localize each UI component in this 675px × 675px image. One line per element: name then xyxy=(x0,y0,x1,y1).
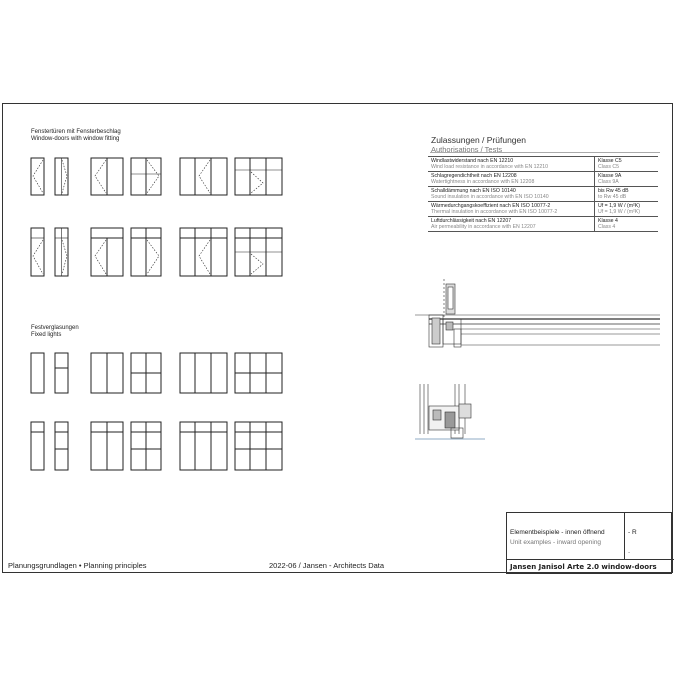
title-block-dash: - xyxy=(628,549,631,556)
fixed-light-elevations xyxy=(3,104,283,474)
title-block-code: - R xyxy=(628,529,637,536)
authorisation-test-cell xyxy=(428,202,595,217)
authorisation-test-cell xyxy=(428,187,595,202)
authorisation-test-en: Thermal insulation in accordance with EN ISO 10077-2 xyxy=(431,209,558,215)
authorisation-test-de: Schlagregendichtheit nach EN 12208 xyxy=(431,173,517,179)
drawing-sheet xyxy=(2,103,673,573)
authorisation-test-de: Windlastwiderstand nach EN 12210 xyxy=(431,158,514,164)
title-block-title-de: Elementbeispiele - innen öffnend xyxy=(510,529,605,536)
title-block-title-en: Unit examples - inward opening xyxy=(510,539,602,546)
authorisation-value-en: Class 4 xyxy=(598,224,616,230)
authorisation-value-de: bis Rw 45 dB xyxy=(598,188,629,194)
authorisation-test-en: Watertightness in accordance with EN 12208 xyxy=(431,179,535,185)
authorisation-test-cell xyxy=(428,217,595,232)
authorisation-value-cell xyxy=(595,202,659,217)
authorisation-row xyxy=(428,202,658,217)
title-block-code-cell xyxy=(625,513,671,559)
authorisation-row xyxy=(428,217,658,232)
authorisation-value-en: Uf = 1,9 W / (m²K) xyxy=(598,209,640,215)
title-block-product: Jansen Janisol Arte 2.0 window-doors xyxy=(507,559,674,574)
authorisation-test-cell xyxy=(428,172,595,187)
authorisation-value-de: Uf = 1,9 W / (m²K) xyxy=(598,203,640,209)
title-block xyxy=(506,512,672,574)
authorisation-value-en: Class 9A xyxy=(598,179,619,185)
title-block-main xyxy=(507,513,625,559)
authorisation-value-de: Klasse 9A xyxy=(598,173,622,179)
authorisation-value-cell xyxy=(595,157,659,172)
authorisations-table xyxy=(428,156,658,232)
profile-section-sill xyxy=(415,384,505,449)
authorisation-test-en: Sound insulation in accordance with EN ISO 10140 xyxy=(431,194,549,200)
authorisation-value-cell xyxy=(595,187,659,202)
authorisation-value-en: Class C5 xyxy=(598,164,620,170)
window-doors-heading-de: Fenstertüren mit Fensterbeschlag xyxy=(31,129,121,135)
fixed-lights-heading-en: Fixed lights xyxy=(31,332,62,338)
authorisation-test-de: Schalldämmung nach EN ISO 10140 xyxy=(431,188,516,194)
authorisation-row xyxy=(428,172,658,187)
authorisation-value-de: Klasse 4 xyxy=(598,218,618,224)
footer-left: Planungsgrundlagen • Planning principles xyxy=(8,561,147,570)
authorisation-value-en: to Rw 45 dB xyxy=(598,194,627,200)
authorisations-subtitle: Authorisations / Tests xyxy=(431,145,503,154)
window-doors-heading-en: Window-doors with window fitting xyxy=(31,136,120,142)
authorisation-row xyxy=(428,187,658,202)
authorisation-test-de: Luftdurchlässigkeit nach EN 12207 xyxy=(431,218,512,224)
footer-center: 2022-06 / Jansen - Architects Data xyxy=(269,561,385,570)
fixed-lights-heading-de: Festverglasungen xyxy=(31,325,79,331)
authorisation-test-de: Wärmedurchgangskoeffizient nach EN ISO 10077-2 xyxy=(431,203,551,209)
authorisations-rule xyxy=(430,152,660,153)
authorisation-value-cell xyxy=(595,217,659,232)
authorisation-row xyxy=(428,157,658,172)
authorisation-value-de: Klasse C5 xyxy=(598,158,622,164)
profile-section-head xyxy=(415,279,665,349)
authorisations-title: Zulassungen / Prüfungen xyxy=(431,135,526,145)
authorisation-test-cell xyxy=(428,157,595,172)
authorisation-test-en: Wind load resistance in accordance with EN 12210 xyxy=(431,164,549,170)
authorisation-value-cell xyxy=(595,172,659,187)
authorisation-test-en: Air permeability in accordance with EN 12207 xyxy=(431,224,536,230)
